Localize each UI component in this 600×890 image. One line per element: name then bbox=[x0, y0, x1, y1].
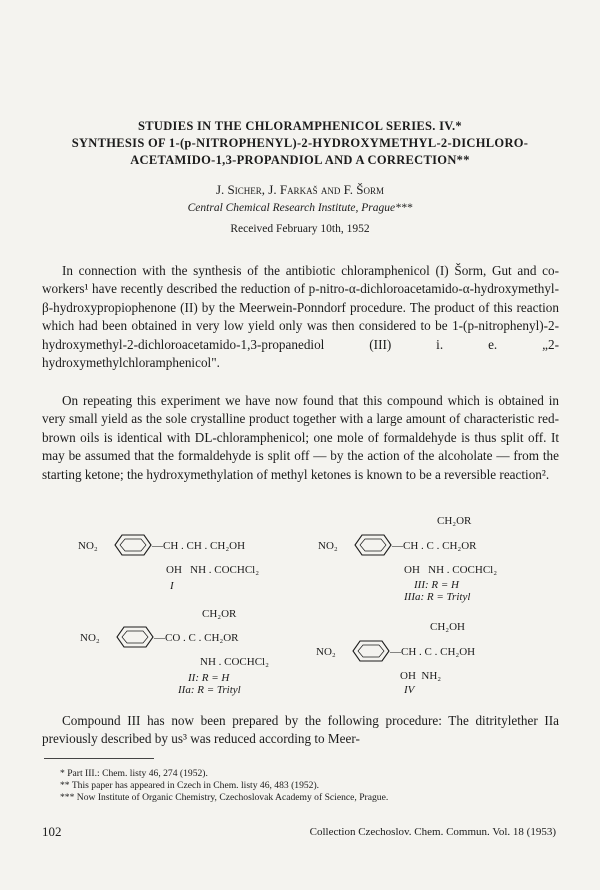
structure-III-chain: —CH . C . CH₂OR bbox=[392, 540, 477, 552]
benzene-ring-icon bbox=[352, 640, 390, 662]
structure-I-chain: —CH . CH . CH₂OH bbox=[152, 540, 246, 552]
structure-III-top: CH₂OR bbox=[437, 515, 472, 527]
institute: Central Chemical Research Institute, Prague*** bbox=[187, 202, 413, 214]
structure-I-no2: NO₂ bbox=[78, 540, 98, 552]
title-line-1: STUDIES IN THE CHLORAMPHENICOL SERIES. IV.* bbox=[138, 119, 462, 133]
title-line-3: ACETAMIDO-1,3-PROPANDIOL AND A CORRECTION** bbox=[130, 153, 470, 167]
structure-I-label: I bbox=[170, 580, 174, 592]
structure-IV-label: IV bbox=[404, 684, 415, 696]
footnote-divider bbox=[44, 758, 154, 759]
structure-III-label-2: IIIa: R = Trityl bbox=[404, 591, 471, 603]
structure-II-label-2: IIa: R = Trityl bbox=[178, 684, 241, 696]
authors: J. Sicher, J. Farkaš and F. Šorm bbox=[215, 182, 384, 197]
benzene-ring-icon bbox=[114, 534, 152, 556]
structure-II-no2: NO₂ bbox=[80, 632, 100, 644]
paragraph-1: In connection with the synthesis of the antibiotic chloramphenicol (I) Šorm, Gut and co-workers¹ have recently described the reduction of p-nitro-α-dichloroacetamido-α-hydroxymethyl-β-hydroxypropiophenone (II) by the Meerwein-Ponndorf procedure. The product of this reaction which had been obtained in very low yield only was then considered to be 1-(p-nitrophenyl)-2-hydroxymethyl-2-dichloroacetamido-1,3-propanediol (III) i. e. „2-hydroxymethylchloramphenicol". bbox=[42, 263, 559, 371]
structure-II-chain: —CO . C . CH₂OR bbox=[154, 632, 239, 644]
structure-III-label-1: III: R = H bbox=[414, 579, 459, 591]
footnote-1: * Part III.: Chem. listy 46, 274 (1952). bbox=[60, 768, 208, 779]
journal-citation: Collection Czechoslov. Chem. Commun. Vol. 18 (1953) bbox=[309, 826, 556, 838]
structure-II-top: CH₂OR bbox=[202, 608, 237, 620]
structure-II-label-1: II: R = H bbox=[188, 672, 230, 684]
received-date: Received February 10th, 1952 bbox=[230, 223, 370, 235]
structure-IV-no2: NO₂ bbox=[316, 646, 336, 658]
structure-II-sub: NH . COCHCl₂ bbox=[200, 656, 269, 668]
title-line-2: SYNTHESIS OF 1-(p-NITROPHENYL)-2-HYDROXYMETHYL-2-DICHLORO- bbox=[71, 136, 529, 150]
structure-III-sub: OH NH . COCHCl₂ bbox=[404, 564, 498, 576]
page-number: 102 bbox=[42, 824, 62, 839]
paragraph-3: Compound III has now been prepared by the following procedure: The ditritylether IIa previously described by us³ was reduced according to Meer- bbox=[42, 713, 559, 747]
structure-III-no2: NO₂ bbox=[318, 540, 338, 552]
structure-IV-chain: —CH . C . CH₂OH bbox=[390, 646, 476, 658]
structure-I-sub: OH NH . COCHCl₂ bbox=[166, 564, 260, 576]
structure-IV-top: CH₂OH bbox=[430, 621, 466, 633]
paragraph-2: On repeating this experiment we have now found that this compound which is obtained in very small yield as the sole crystalline product together with a large amount of characteristic red-brown oils is identical with DL-chloramphenicol; one mole of formaldehyde is thus split off. It may be assumed that the formaldehyde is split off — by the action of the alcoholate — from the starting ketone; the hydroxymethylation of methyl ketones is known to be a reversible reaction². bbox=[42, 393, 559, 482]
benzene-ring-icon bbox=[354, 534, 392, 556]
footnote-3: *** Now Institute of Organic Chemistry, Czechoslovak Academy of Science, Prague. bbox=[60, 792, 389, 803]
structure-IV-sub: OH NH₂ bbox=[400, 670, 442, 682]
footnote-2: ** This paper has appeared in Czech in Chem. listy 46, 483 (1952). bbox=[60, 780, 320, 791]
benzene-ring-icon bbox=[116, 626, 154, 648]
